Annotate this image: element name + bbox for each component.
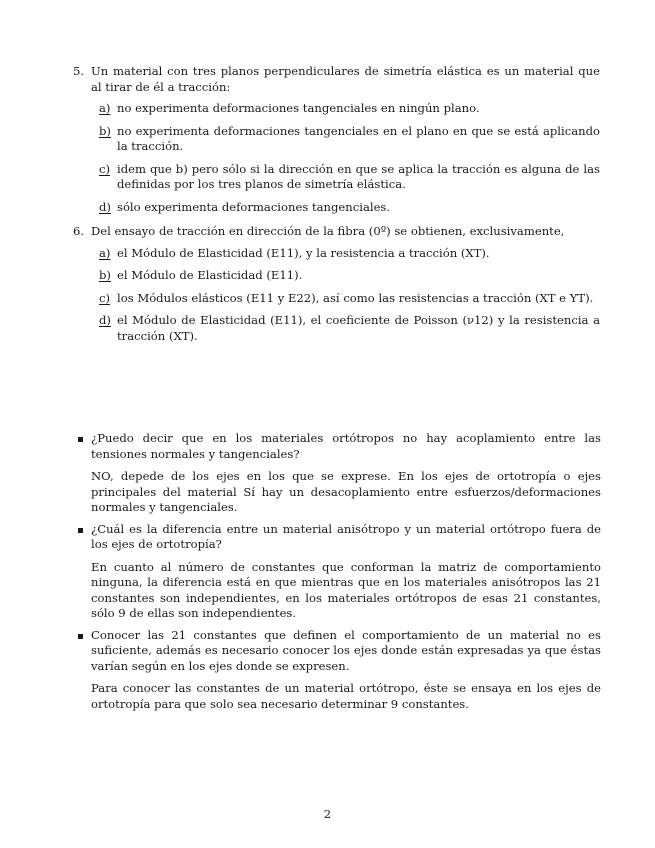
page-number: 2 [323, 807, 332, 821]
option-text: el Módulo de Elasticidad (E11), el coeficiente de Poisson (ν12) y la resistencia a tracción (XT). [117, 313, 600, 343]
option-text: idem que b) pero sólo si la dirección en que se aplica la tracción es alguna de las definidas por los tres planos de simetría elástica. [117, 161, 600, 191]
note-answer: Para conocer las constantes de un material ortótropo, éste se ensaya en los ejes de ortotropía para que solo sea necesario determinar 9 constantes. [91, 681, 601, 711]
note-question-text: ¿Puedo decir que en los materiales ortótropos no hay acoplamiento entre las tensiones normales y tangenciales? [91, 431, 601, 461]
option-label: c) [99, 290, 111, 305]
option-a [91, 246, 600, 262]
option-label: a) [99, 101, 111, 115]
option-label: b) [99, 268, 111, 282]
option-label: a) [99, 245, 111, 260]
options-list [91, 246, 600, 345]
option-c [91, 291, 600, 307]
option-b [91, 268, 600, 284]
option-b [91, 124, 600, 155]
option-d [91, 313, 600, 344]
option-label: c) [99, 161, 111, 176]
note-answer: En cuanto al número de constantes que conforman la matriz de comportamiento ninguna, la diferencia está en que mientras que en los materiales anisótropos las 21 constantes son independientes, en los materiales ortótropos de esas 21 constantes, sólo 9 de ellas son independientes. [91, 559, 601, 620]
bullet-icon [78, 437, 83, 442]
option-text: el Módulo de Elasticidad (E11), y la resistencia a tracción (XT). [117, 245, 490, 260]
question-number: 6. [73, 224, 85, 238]
question-5 [73, 64, 600, 222]
note-answer: NO, depede de los ejes en los que se exprese. En los ejes de ortotropía o ejes principales del material Sí hay un desacoplamiento entre esfuerzos/deformaciones normales y tangenciales. [91, 469, 601, 514]
note-question [78, 522, 601, 553]
option-text: sólo experimenta deformaciones tangenciales. [117, 199, 391, 214]
option-a [91, 101, 600, 117]
option-text: no experimenta deformaciones tangenciales en ningún plano. [117, 101, 480, 115]
option-label: b) [99, 123, 111, 138]
note-question [78, 628, 601, 675]
option-text: los Módulos elásticos (E11 y E22), así como las resistencias a tracción (XT e YT). [117, 290, 594, 305]
option-label: d) [99, 313, 111, 327]
bullet-icon [78, 528, 83, 533]
question-6 [73, 224, 600, 351]
options-list [91, 101, 600, 215]
note-question [78, 431, 601, 462]
notes-list [78, 431, 601, 718]
option-text: el Módulo de Elasticidad (E11). [117, 268, 303, 282]
option-label: d) [99, 199, 111, 214]
note-question-text: ¿Cuál es la diferencia entre un material anisótropo y un material ortótropo fuera de los ejes de ortotropía? [91, 521, 601, 551]
question-text: Del ensayo de tracción en dirección de la fibra (0º) se obtienen, exclusivamente, [91, 224, 565, 238]
question-number: 5. [73, 64, 85, 78]
note-question-text: Conocer las 21 constantes que definen el comportamiento de un material no es suficiente, además es necesario conocer los ejes donde están expresadas ya que éstas varían según en los ejes donde se expresen. [91, 627, 601, 673]
bullet-icon [78, 634, 83, 639]
option-c [91, 162, 600, 193]
question-text: Un material con tres planos perpendiculares de simetría elástica es un material que al tirar de él a tracción: [91, 64, 600, 94]
option-d [91, 200, 600, 216]
option-text: no experimenta deformaciones tangenciales en el plano en que se está aplicando la tracción. [117, 123, 600, 153]
